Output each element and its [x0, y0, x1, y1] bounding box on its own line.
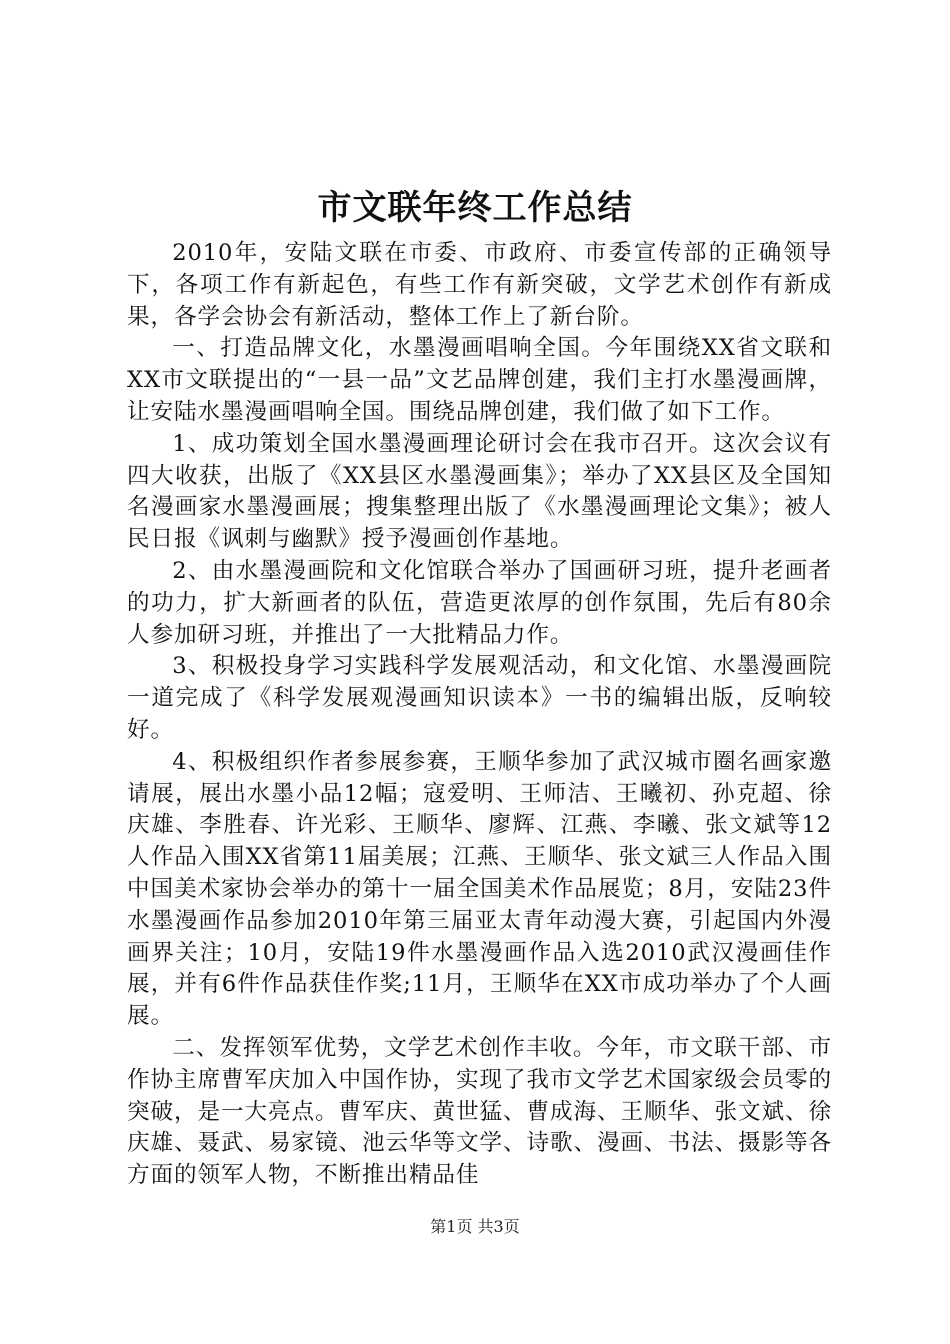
paragraph-item-2: 2、由水墨漫画院和文化馆联合举办了国画研习班，提升老画者的功力，扩大新画者的队伍，营造更浓厚的创作氛围，先后有80余人参加研习班，并推出了一大批精品力作。: [127, 557, 832, 648]
paragraph-section-2: 二、发挥领军优势，文学艺术创作丰收。今年，市文联干部、市作协主席曹军庆加入中国作协，实现了我市文学艺术国家级会员零的突破，是一大亮点。曹军庆、黄世猛、曹成海、王顺华、张文斌、徐庆雄、聂武、易家镜、池云华等文学、诗歌、漫画、书法、摄影等各方面的领军人物，不断推出精品佳: [127, 1034, 832, 1189]
paragraph-intro: 2010年，安陆文联在市委、市政府、市委宣传部的正确领导下，各项工作有新起色，有些工作有新突破，文学艺术创作有新成果，各学会协会有新活动，整体工作上了新台阶。: [127, 240, 832, 330]
paragraph-item-1: 1、成功策划全国水墨漫画理论研讨会在我市召开。这次会议有四大收获，出版了《XX县区水墨漫画集》；举办了XX县区及全国知名漫画家水墨漫画展；搜集整理出版了《水墨漫画理论文集》；被人民日报《讽刺与幽默》授予漫画创作基地。: [127, 430, 832, 553]
paragraph-item-4: 4、积极组织作者参展参赛，王顺华参加了武汉城市圈名画家邀请展，展出水墨小品12幅；寇爱明、王师洁、王曦初、孙克超、徐庆雄、李胜春、许光彩、王顺华、廖辉、江燕、李曦、张文斌等12人作品入围XX省第11届美展；江燕、王顺华、张文斌三人作品入围中国美术家协会举办的第十一届全国美术作品展览；8月，安陆23件水墨漫画作品参加2010年第三届亚太青年动漫大赛，引起国内外漫画界关注；10月，安陆19件水墨漫画作品入选2010武汉漫画佳作展，并有6件作品获佳作奖;11月，王顺华在XX市成功举办了个人画展。: [127, 748, 832, 1030]
document-body: [127, 238, 832, 1192]
paragraph-item-3: 3、积极投身学习实践科学发展观活动，和文化馆、水墨漫画院一道完成了《科学发展观漫画知识读本》一书的编辑出版，反响较好。: [127, 653, 832, 743]
paragraph-section-1: 一、打造品牌文化，水墨漫画唱响全国。今年围绕XX省文联和XX市文联提出的“一县一品”文艺品牌创建，我们主打水墨漫画牌，让安陆水墨漫画唱响全国。围绕品牌创建，我们做了如下工作。: [127, 335, 832, 425]
document-title: 市文联年终工作总结: [317, 188, 633, 228]
page-number-footer: 第1页 共3页: [430, 1217, 520, 1236]
